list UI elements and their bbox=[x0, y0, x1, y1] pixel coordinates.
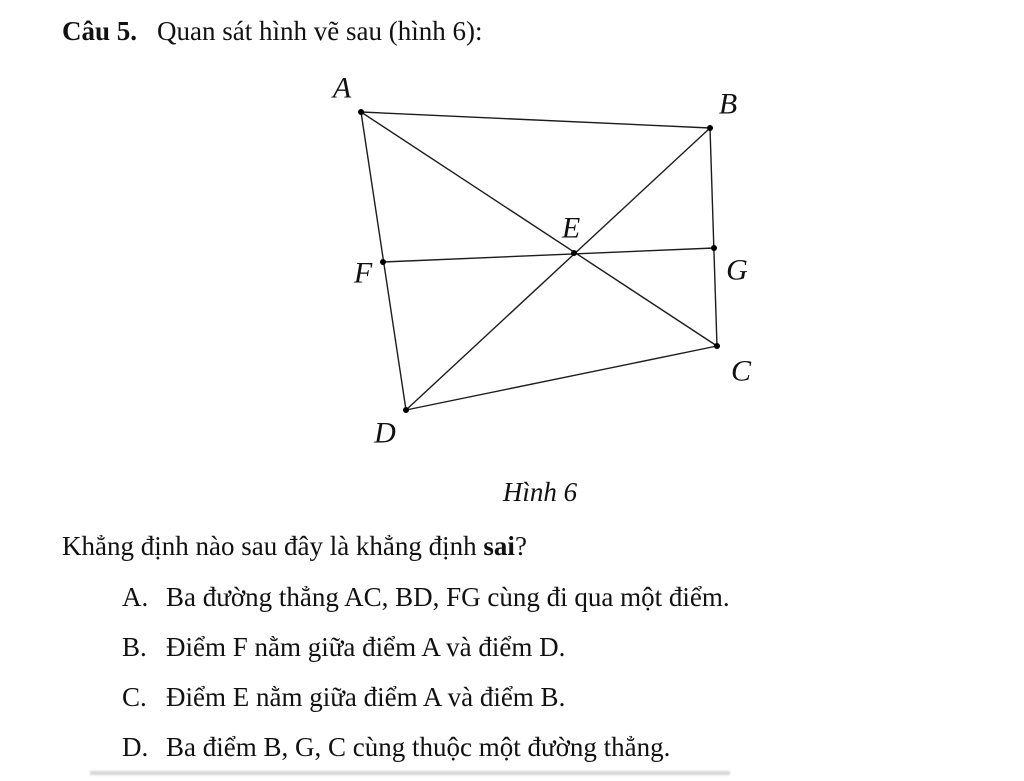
question-stem bbox=[62, 528, 527, 564]
option-b-letter: B. bbox=[122, 632, 147, 662]
segment-BD bbox=[406, 128, 710, 410]
point-label-A: A bbox=[332, 71, 352, 105]
segment-AB bbox=[361, 112, 710, 128]
option-c bbox=[122, 681, 730, 713]
option-d-text: Ba điểm B, G, C cùng thuộc một đường thẳng. bbox=[166, 732, 671, 762]
stem-text: Khẳng định nào sau đây là khẳng định bbox=[62, 531, 484, 561]
point-label-D: D bbox=[374, 416, 396, 450]
point-E bbox=[571, 250, 577, 256]
option-a bbox=[122, 581, 730, 613]
point-label-F: F bbox=[353, 256, 373, 290]
option-a-text: Ba đường thẳng AC, BD, FG cùng đi qua một điểm. bbox=[166, 582, 730, 612]
segment-BC bbox=[710, 128, 717, 346]
point-G bbox=[711, 245, 717, 251]
question-prompt: Quan sát hình vẽ sau (hình 6): bbox=[157, 16, 483, 46]
segment-DC bbox=[406, 346, 717, 410]
stem-bold-word: sai bbox=[483, 531, 515, 561]
option-b-text: Điểm F nằm giữa điểm A và điểm D. bbox=[166, 632, 566, 662]
option-b bbox=[122, 631, 730, 663]
point-D bbox=[403, 407, 409, 413]
bottom-cutoff-line bbox=[90, 771, 730, 775]
question-number: Câu 5. bbox=[62, 16, 138, 46]
point-F bbox=[380, 259, 386, 265]
option-d-letter: D. bbox=[122, 732, 149, 762]
option-a-letter: A. bbox=[122, 582, 149, 612]
stem-punctuation: ? bbox=[514, 531, 527, 561]
point-C bbox=[714, 343, 720, 349]
figure-caption: Hình 6 bbox=[502, 477, 578, 507]
option-c-letter: C. bbox=[122, 682, 147, 712]
option-c-text: Điểm E nằm giữa điểm A và điểm B. bbox=[166, 682, 566, 712]
segment-FG bbox=[383, 248, 714, 262]
point-A bbox=[358, 109, 364, 115]
point-label-C: C bbox=[730, 354, 752, 388]
segment-AC bbox=[361, 112, 717, 346]
point-label-E: E bbox=[561, 211, 581, 245]
option-d bbox=[122, 731, 730, 763]
point-label-B: B bbox=[718, 87, 738, 121]
point-label-G: G bbox=[726, 253, 748, 287]
point-B bbox=[707, 125, 713, 131]
options-list bbox=[122, 581, 730, 781]
